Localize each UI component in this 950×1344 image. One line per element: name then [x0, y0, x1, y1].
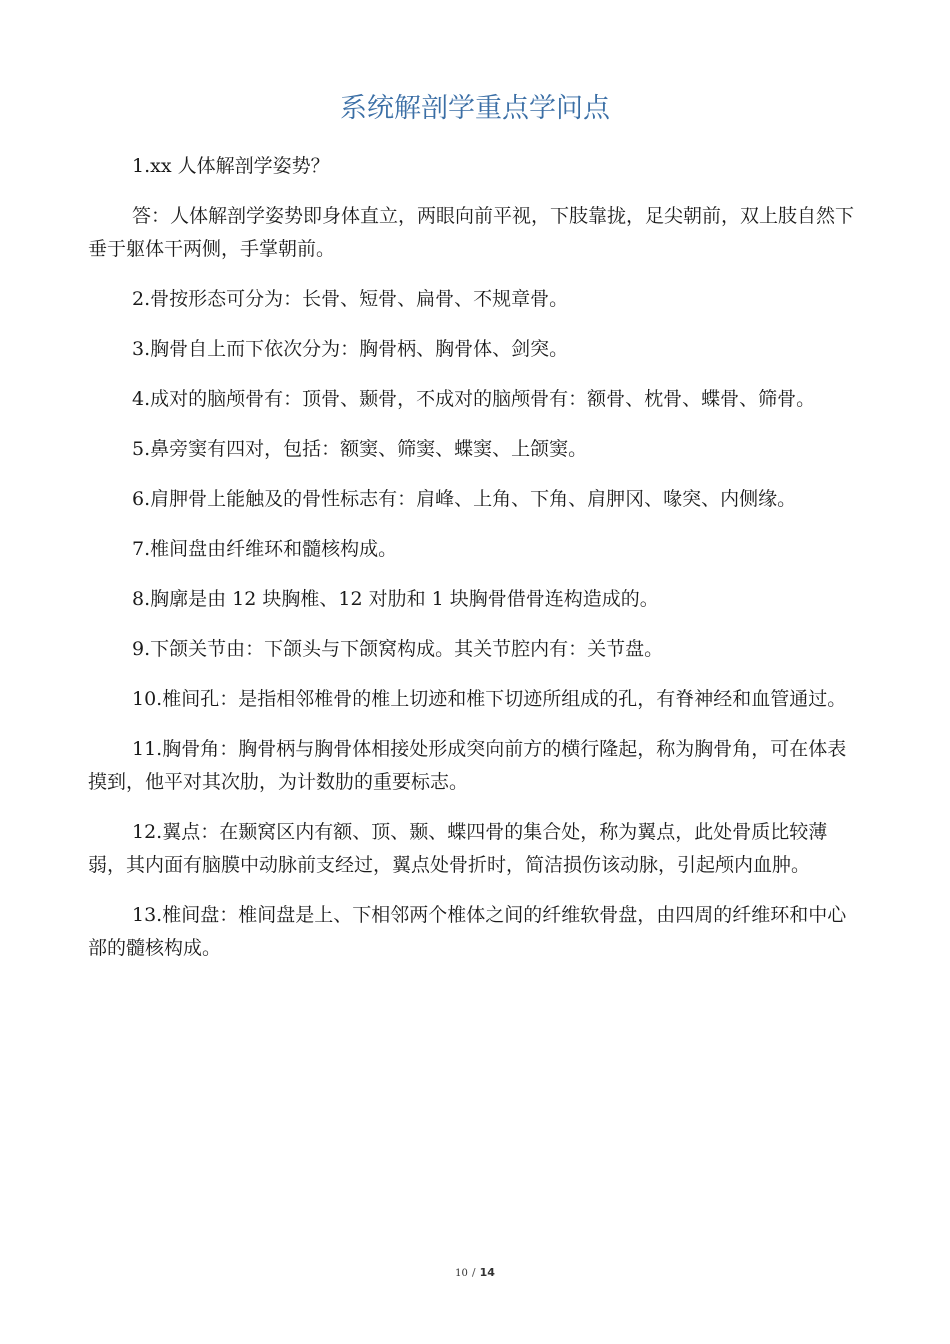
page-number-footer — [0, 1266, 950, 1279]
paragraph-3: 3.胸骨自上而下依次分为：胸骨柄、胸骨体、剑突。 — [132, 338, 569, 360]
paragraph-13: 13.椎间盘：椎间盘是上、下相邻两个椎体之间的纤维软骨盘，由四周的纤维环和中心部的髓核构成。 — [88, 904, 847, 959]
paragraph-11: 11.胸骨角：胸骨柄与胸骨体相接处形成突向前方的横行隆起，称为胸骨角，可在体表摸到，他平对其次肋，为计数肋的重要标志。 — [88, 738, 847, 793]
paragraph-6: 6.肩胛骨上能触及的骨性标志有：肩峰、上角、下角、肩胛冈、喙突、内侧缘。 — [132, 488, 797, 510]
paragraph-8: 8.胸廓是由 12 块胸椎、12 对肋和 1 块胸骨借骨连构造成的。 — [132, 588, 659, 610]
paragraph-answer: 答：人体解剖学姿势即身体直立，两眼向前平视，下肢靠拢，足尖朝前，双上肢自然下垂于躯体干两侧，手掌朝前。 — [88, 205, 855, 260]
paragraph-10: 10.椎间孔：是指相邻椎骨的椎上切迹和椎下切迹所组成的孔，有脊神经和血管通过。 — [132, 688, 847, 710]
paragraph-7: 7.椎间盘由纤维环和髓核构成。 — [132, 538, 398, 560]
paragraph-1: 1.xx 人体解剖学姿势？ — [132, 155, 330, 177]
paragraph-4: 4.成对的脑颅骨有：顶骨、颞骨，不成对的脑颅骨有：额骨、枕骨、蝶骨、筛骨。 — [132, 388, 816, 410]
paragraph-9: 9.下颌关节由：下颌头与下颌窝构成。其关节腔内有：关节盘。 — [132, 638, 664, 660]
document-body — [88, 150, 860, 982]
paragraph-12: 12.翼点：在颞窝区内有额、顶、颞、蝶四骨的集合处，称为翼点，此处骨质比较薄弱，其内面有脑膜中动脉前支经过，翼点处骨折时，简洁损伤该动脉，引起颅内血肿。 — [88, 821, 828, 876]
paragraph-5: 5.鼻旁窦有四对，包括：额窦、筛窦、蝶窦、上颌窦。 — [132, 438, 588, 460]
page-separator: / — [471, 1266, 476, 1279]
total-page-count: 14 — [479, 1266, 495, 1279]
document-title: 系统解剖学重点学问点 — [340, 93, 610, 124]
paragraph-2: 2.骨按形态可分为：长骨、短骨、扁骨、不规章骨。 — [132, 288, 569, 310]
current-page-number: 10 — [455, 1268, 468, 1279]
